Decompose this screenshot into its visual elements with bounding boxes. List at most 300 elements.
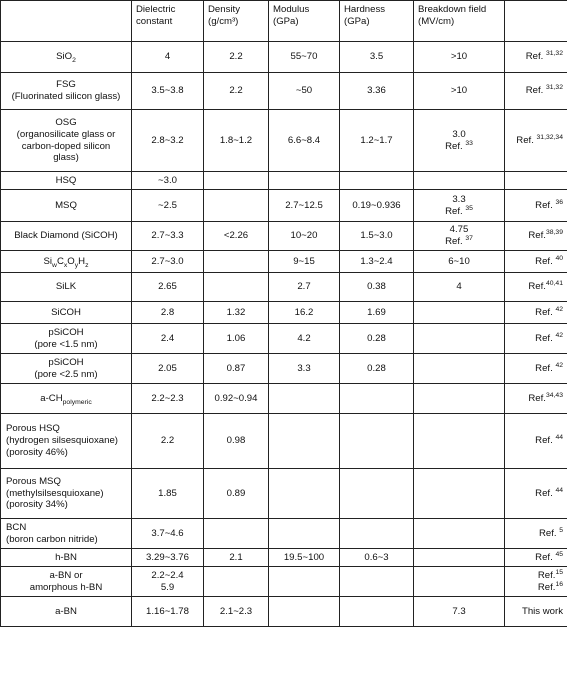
dielectric-constant-cell [132, 567, 204, 597]
table-row [1, 469, 567, 519]
text-run: Ref. [528, 281, 546, 293]
density-cell [204, 384, 269, 414]
cell-line [507, 393, 563, 405]
text-run: Ref. [525, 85, 546, 97]
text-run: 6~10 [448, 255, 470, 267]
cell-line: 1.32 [226, 306, 246, 318]
text-run: Ref. [535, 255, 556, 267]
cell-line: ~2.5 [158, 199, 177, 211]
cell-line: 2.05 [158, 362, 177, 374]
hardness-cell [340, 354, 414, 384]
text-run: >10 [450, 51, 468, 63]
subscript: 2 [72, 57, 76, 65]
reference-superscript: 33 [465, 139, 473, 147]
density-cell [204, 273, 269, 302]
cell-line [416, 85, 502, 97]
text-run: h-BN [55, 551, 77, 563]
text-run: Ref. [538, 527, 560, 539]
density-cell [204, 469, 269, 519]
modulus-cell [269, 302, 340, 324]
reference-superscript: 15 [555, 568, 563, 576]
header-line: Density [208, 4, 240, 15]
dielectric-constant-cell [132, 273, 204, 302]
table-row [1, 222, 567, 251]
reference-cell [505, 519, 567, 549]
reference-superscript: 45 [555, 550, 563, 558]
cell-line: 0.98 [226, 435, 246, 447]
cell-line [507, 528, 563, 540]
cell-line: 2.7~12.5 [285, 199, 323, 211]
hardness-cell [340, 302, 414, 324]
material-cell [1, 273, 132, 302]
breakdown-field-cell [414, 302, 505, 324]
text-line: FSG [56, 79, 76, 91]
text-run: Ref. [445, 205, 466, 217]
table-row [1, 384, 567, 414]
reference-superscript: 34,43 [545, 391, 563, 399]
density-cell [204, 324, 269, 354]
cell-line [416, 236, 502, 248]
cell-line [507, 307, 563, 319]
modulus-cell [269, 324, 340, 354]
material-cell [1, 384, 132, 414]
reference-cell [505, 354, 567, 384]
text-line: Porous HSQ [6, 423, 60, 435]
breakdown-field-cell [414, 251, 505, 273]
density-cell [204, 190, 269, 222]
text-run: (porosity 34%) [6, 499, 68, 511]
table-row [1, 251, 567, 273]
table-body [1, 42, 567, 627]
reference-cell [505, 302, 567, 324]
text-run: Ref. [528, 230, 546, 242]
breakdown-field-cell [414, 42, 505, 73]
reference-cell [505, 190, 567, 222]
header-hardness [340, 1, 414, 42]
reference-cell [505, 549, 567, 567]
density-cell [204, 567, 269, 597]
cell-line [416, 206, 502, 218]
header-line: Modulus [273, 4, 310, 15]
text-run: C [56, 255, 64, 267]
dielectric-constant-cell [132, 73, 204, 110]
cell-line: 1.5~3.0 [360, 230, 393, 242]
density-cell [204, 42, 269, 73]
header-breakdown-field [414, 1, 505, 42]
material-cell [1, 469, 132, 519]
cell-line: 0.28 [367, 332, 386, 344]
text-run: (pore <1.5 nm) [34, 338, 98, 350]
cell-line [416, 194, 502, 206]
hardness-cell [340, 469, 414, 519]
cell-line [507, 363, 563, 375]
hardness-cell [340, 549, 414, 567]
dielectric-constant-cell [132, 469, 204, 519]
modulus-cell [269, 73, 340, 110]
text-run: Ref. [445, 236, 466, 247]
cell-line: 3.36 [367, 85, 386, 97]
cell-line [507, 488, 563, 500]
text-run: Ref. [445, 140, 466, 152]
cell-line [416, 141, 502, 153]
cell-line: 2.2~2.4 [151, 569, 184, 581]
text-run: SiCOH [51, 306, 81, 318]
density-cell [204, 519, 269, 549]
reference-cell [505, 567, 567, 597]
text-run: Black Diamond (SiCOH) [14, 230, 118, 242]
modulus-cell [269, 549, 340, 567]
text-run: SiO [56, 51, 73, 63]
density-cell [204, 597, 269, 627]
material-cell [1, 414, 132, 469]
header-material [1, 1, 132, 42]
reference-superscript: 44 [555, 486, 563, 494]
dielectric-constant-cell [132, 354, 204, 384]
header-line: (g/cm³) [208, 15, 239, 27]
modulus-cell [269, 251, 340, 273]
reference-superscript: 31,32,34 [536, 133, 563, 141]
cell-line: 0.87 [226, 362, 246, 374]
cell-line: 2.1 [229, 551, 243, 563]
cell-line [507, 435, 563, 447]
reference-superscript: 42 [555, 361, 563, 369]
text-run: 7.3 [452, 605, 466, 617]
cell-line: 1.3~2.4 [360, 255, 393, 267]
cell-line: 0.89 [226, 487, 246, 499]
text-run: Ref. [535, 487, 556, 499]
density-cell [204, 354, 269, 384]
modulus-cell [269, 469, 340, 519]
breakdown-field-cell [414, 384, 505, 414]
text-line: a-BN or [49, 569, 83, 581]
text-run: Ref. [516, 134, 537, 146]
material-cell [1, 354, 132, 384]
cell-line: 1.06 [226, 332, 246, 344]
cell-line: 2.65 [158, 281, 177, 293]
cell-line [507, 256, 563, 268]
text-run: Ref. [535, 199, 556, 211]
material-cell [1, 549, 132, 567]
cell-line: 2.7~3.3 [151, 230, 184, 242]
cell-line [507, 281, 563, 293]
cell-line: 3.5~3.8 [151, 85, 184, 97]
text-run: Ref. [535, 306, 556, 318]
text-line: pSiCOH [48, 356, 84, 368]
reference-cell [505, 172, 567, 190]
cell-line: 2.8 [160, 306, 175, 318]
reference-cell [505, 469, 567, 519]
modulus-cell [269, 172, 340, 190]
material-cell [1, 172, 132, 190]
material-cell [1, 302, 132, 324]
dielectric-constant-cell [132, 110, 204, 172]
breakdown-field-cell [414, 110, 505, 172]
subscript: polymeric [62, 398, 92, 406]
cell-line [507, 333, 563, 345]
table-row [1, 73, 567, 110]
dielectric-constant-cell [132, 222, 204, 251]
cell-line: 0.19~0.936 [352, 199, 401, 211]
text-line: Porous MSQ [6, 475, 61, 487]
cell-line: 0.6~3 [364, 551, 389, 563]
hardness-cell [340, 597, 414, 627]
text-line: pSiCOH [48, 326, 84, 338]
cell-line [507, 135, 563, 147]
cell-line [507, 51, 563, 63]
cell-line: 1.16~1.78 [146, 605, 189, 617]
cell-line [416, 129, 502, 141]
cell-line: 2.7~3.0 [151, 255, 184, 267]
cell-line: 6.6~8.4 [287, 134, 321, 146]
table-row [1, 110, 567, 172]
breakdown-field-cell [414, 414, 505, 469]
text-run: O [67, 255, 75, 267]
hardness-cell [340, 190, 414, 222]
reference-superscript: 42 [555, 331, 563, 339]
dielectric-constant-cell [132, 172, 204, 190]
text-run: HSQ [55, 174, 77, 186]
header-line: Breakdown field [418, 4, 487, 15]
density-cell [204, 172, 269, 190]
table-row [1, 324, 567, 354]
reference-cell [505, 597, 567, 627]
modulus-cell [269, 354, 340, 384]
table-row [1, 597, 567, 627]
hardness-cell [340, 42, 414, 73]
cell-line: 3.5 [369, 51, 384, 63]
dielectric-constant-cell [132, 190, 204, 222]
density-cell [204, 414, 269, 469]
table-row [1, 172, 567, 190]
header-reference [505, 1, 567, 42]
cell-line: 2.2 [229, 51, 243, 63]
hardness-cell [340, 324, 414, 354]
cell-line [507, 200, 563, 212]
reference-superscript: 5 [559, 526, 563, 534]
table-row [1, 549, 567, 567]
table-row [1, 302, 567, 324]
reference-cell [505, 73, 567, 110]
modulus-cell [269, 42, 340, 73]
dielectric-constant-cell [132, 384, 204, 414]
dielectric-constant-cell [132, 597, 204, 627]
breakdown-field-cell [414, 519, 505, 549]
cell-line: 10~20 [290, 230, 318, 242]
dielectric-constant-cell [132, 549, 204, 567]
breakdown-field-cell [414, 222, 505, 251]
density-cell [204, 251, 269, 273]
cell-line: 1.8~1.2 [219, 134, 253, 146]
material-cell [1, 190, 132, 222]
reference-superscript: 31,32 [545, 83, 563, 91]
hardness-cell [340, 73, 414, 110]
header-line: (GPa) [344, 15, 370, 27]
text-line: carbon-doped silicon [21, 140, 111, 152]
table-row [1, 42, 567, 73]
reference-superscript: 16 [555, 580, 563, 588]
density-cell [204, 110, 269, 172]
header-row [1, 1, 567, 42]
cell-line [507, 552, 563, 564]
cell-line: 0.38 [367, 281, 386, 293]
text-line: (organosilicate glass or [16, 128, 116, 140]
material-cell [1, 519, 132, 549]
text-run: (Fluorinated silicon glass) [11, 91, 121, 102]
cell-line: 5.9 [160, 581, 175, 593]
header-line: Hardness [344, 4, 386, 15]
text-line: (hydrogen silsesquioxane) [6, 435, 118, 447]
dielectric-constant-cell [132, 42, 204, 73]
cell-line: 2.8~3.2 [151, 134, 184, 146]
cell-line [507, 606, 563, 618]
text-run: 4.75 [449, 224, 469, 236]
cell-line: 2.2 [229, 85, 243, 97]
density-cell [204, 549, 269, 567]
dielectric-constant-cell [132, 324, 204, 354]
subscript: x [63, 261, 68, 269]
reference-cell [505, 251, 567, 273]
breakdown-field-cell [414, 567, 505, 597]
text-run: Ref. [525, 51, 546, 63]
hardness-cell [340, 222, 414, 251]
text-run: This work [521, 605, 563, 617]
text-run: 3.3 [452, 193, 466, 205]
table-row [1, 273, 567, 302]
reference-superscript: 36 [555, 198, 563, 206]
reference-superscript: 35 [465, 204, 473, 212]
material-cell [1, 110, 132, 172]
cell-line: ~50 [295, 85, 313, 97]
cell-line: 4 [164, 51, 171, 63]
text-run: Ref. [537, 581, 556, 593]
cell-line [416, 51, 502, 63]
header-line: (MV/cm) [418, 15, 455, 27]
cell-line: 2.1~2.3 [219, 605, 253, 617]
modulus-cell [269, 597, 340, 627]
table-row [1, 190, 567, 222]
reference-cell [505, 414, 567, 469]
material-cell [1, 597, 132, 627]
cell-line: 1.69 [367, 306, 386, 318]
header-line: constant [136, 15, 173, 27]
cell-line: 1.2~1.7 [360, 134, 393, 146]
reference-superscript: 31,32 [545, 49, 563, 57]
dielectric-constant-cell [132, 251, 204, 273]
breakdown-field-cell [414, 273, 505, 302]
text-line: (methylsilsesquioxane) [6, 487, 104, 499]
reference-superscript: 38,39 [545, 228, 563, 236]
breakdown-field-cell [414, 549, 505, 567]
breakdown-field-cell [414, 354, 505, 384]
modulus-cell [269, 110, 340, 172]
cell-line [416, 606, 502, 618]
hardness-cell [340, 251, 414, 273]
material-cell [1, 251, 132, 273]
cell-line: 2.4 [160, 332, 175, 344]
header-dielectric-constant [132, 1, 204, 42]
hardness-cell [340, 414, 414, 469]
breakdown-field-cell [414, 190, 505, 222]
cell-line: 0.92~0.94 [214, 392, 258, 404]
cell-line: 4.2 [297, 332, 311, 344]
reference-cell [505, 324, 567, 354]
cell-line: 1.85 [158, 487, 177, 499]
reference-superscript: 37 [465, 234, 473, 242]
text-run: H [78, 255, 86, 267]
density-cell [204, 222, 269, 251]
dielectric-constant-cell [132, 519, 204, 549]
modulus-cell [269, 414, 340, 469]
reference-cell [505, 273, 567, 302]
text-run: MSQ [55, 199, 77, 211]
cell-line [416, 281, 502, 293]
text-run: amorphous h-BN [29, 581, 103, 593]
breakdown-field-cell [414, 597, 505, 627]
subscript: y [74, 261, 79, 269]
cell-line: 3.7~4.6 [151, 527, 184, 539]
text-run: (pore <2.5 nm) [34, 368, 98, 380]
hardness-cell [340, 567, 414, 597]
reference-cell [505, 222, 567, 251]
text-run: SiLK [55, 281, 77, 293]
text-run: 3.0 [452, 128, 466, 140]
cell-line [416, 256, 502, 268]
text-run: Ref. [535, 435, 556, 447]
cell-line [507, 85, 563, 97]
text-run: 4 [456, 281, 462, 293]
material-cell [1, 42, 132, 73]
reference-superscript: 44 [555, 433, 563, 441]
dielectric-constant-cell [132, 414, 204, 469]
reference-superscript: 42 [555, 305, 563, 313]
cell-line: <2.26 [223, 230, 249, 242]
table-row [1, 414, 567, 469]
cell-line: ~3.0 [158, 174, 177, 186]
cell-line [416, 224, 502, 236]
text-run: Ref. [537, 569, 556, 581]
cell-line [507, 230, 563, 242]
reference-superscript: 40,41 [545, 279, 563, 287]
cell-line: 16.2 [294, 306, 314, 318]
modulus-cell [269, 273, 340, 302]
dielectric-constant-cell [132, 302, 204, 324]
material-cell [1, 73, 132, 110]
material-cell [1, 222, 132, 251]
reference-superscript: 40 [555, 254, 563, 262]
hardness-cell [340, 384, 414, 414]
cell-line: 2.7 [297, 281, 311, 293]
density-cell [204, 302, 269, 324]
material-cell [1, 567, 132, 597]
text-run: a-BN [55, 605, 77, 617]
header-modulus [269, 1, 340, 42]
header-line: Dielectric [136, 4, 176, 15]
modulus-cell [269, 190, 340, 222]
cell-line: 9~15 [293, 255, 315, 267]
text-run: Ref. [535, 362, 556, 374]
breakdown-field-cell [414, 324, 505, 354]
text-run: Ref. [535, 332, 556, 344]
text-run: a-CH [40, 392, 63, 404]
modulus-cell [269, 384, 340, 414]
cell-line: 2.2~2.3 [151, 392, 184, 404]
header-line: (GPa) [273, 15, 299, 27]
table-row [1, 519, 567, 549]
cell-line: 3.3 [297, 362, 311, 374]
text-run: (boron carbon nitride) [6, 533, 98, 545]
text-run: Ref. [535, 551, 556, 563]
text-run: (porosity 46%) [6, 446, 68, 458]
